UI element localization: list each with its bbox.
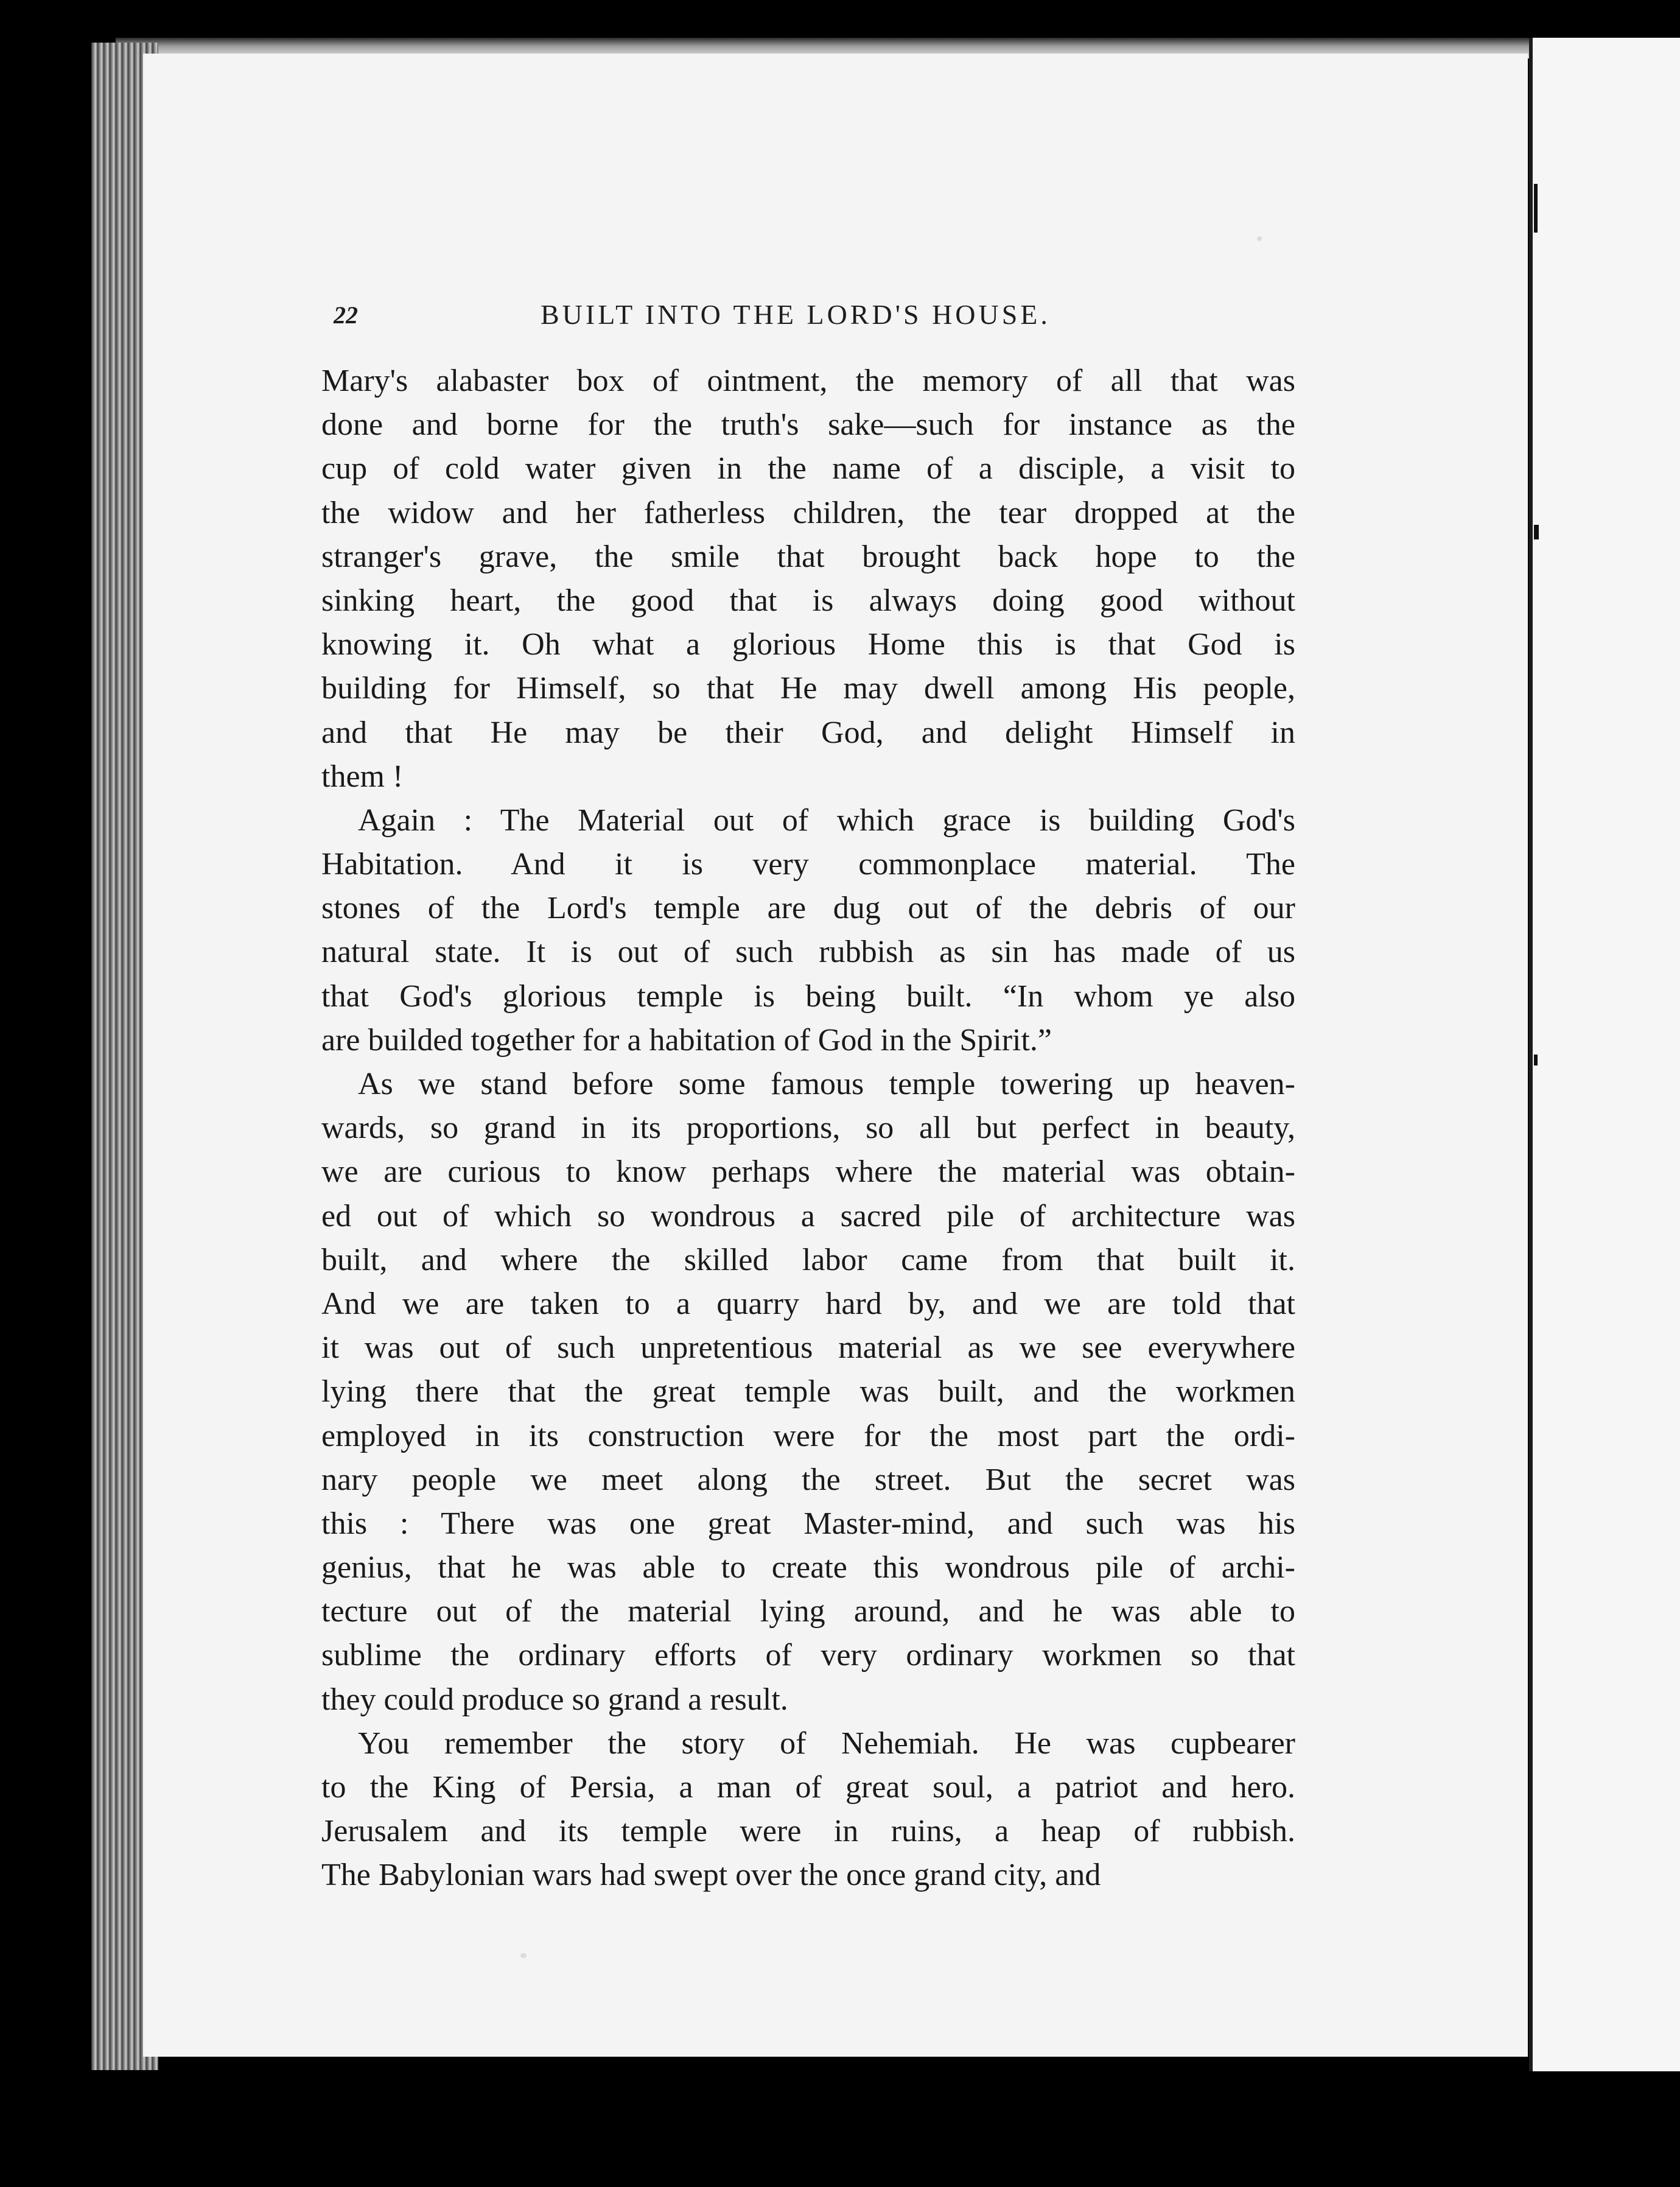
paper-speck — [1257, 236, 1262, 241]
text-line: built, and where the skilled labor came from that built it. — [321, 1242, 1295, 1277]
text-line: they could produce so grand a result. — [321, 1682, 788, 1717]
text-line: building for Himself, so that He may dwell among His people, — [321, 671, 1295, 706]
text-line: tecture out of the material lying around, and he was able to — [321, 1594, 1295, 1629]
text-line: genius, that he was able to create this wondrous pile of archi- — [321, 1550, 1295, 1585]
page-number: 22 — [334, 301, 358, 329]
paragraph — [321, 1722, 1295, 1898]
body-text — [321, 359, 1295, 1898]
text-line: As we stand before some famous temple towering up heaven- — [358, 1067, 1295, 1101]
text-line: Habitation. And it is very commonplace material. The — [321, 847, 1295, 882]
text-line: cup of cold water given in the name of a disciple, a visit to — [321, 451, 1295, 486]
facing-page-mark — [1534, 525, 1539, 539]
text-line: nary people we meet along the street. But the secret was — [321, 1462, 1295, 1497]
text-line: The Babylonian wars had swept over the once grand city, and — [321, 1858, 1101, 1893]
text-line: Jerusalem and its temple were in ruins, a heap of rubbish. — [321, 1814, 1295, 1849]
text-line: we are curious to know perhaps where the material was obtain- — [321, 1154, 1295, 1190]
text-line: that God's glorious temple is being built. “In whom ye also — [321, 978, 1295, 1014]
text-line: stranger's grave, the smile that brought back hope to the — [321, 539, 1295, 574]
text-line: lying there that the great temple was built, and the workmen — [321, 1374, 1295, 1409]
facing-page-mark — [1534, 184, 1538, 233]
running-header — [334, 298, 1283, 341]
text-line: Again : The Material out of which grace is building God's — [358, 802, 1295, 838]
text-line: ed out of which so wondrous a sacred pile of architecture was — [321, 1198, 1295, 1234]
text-line: knowing it. Oh what a glorious Home this is that God is — [321, 627, 1295, 662]
text-line: employed in its construction were for the most part the ordi- — [321, 1418, 1295, 1453]
text-line: natural state. It is out of such rubbish as sin has made of us — [321, 935, 1295, 970]
paper-speck — [520, 1953, 527, 1958]
text-line: and that He may be their God, and delight Himself in — [321, 715, 1295, 750]
text-line: Mary's alabaster box of ointment, the memory of all that was — [321, 363, 1295, 398]
text-line: You remember the story of Nehemiah. He was cupbearer — [358, 1725, 1295, 1761]
text-line: And we are taken to a quarry hard by, and we are told that — [321, 1286, 1295, 1321]
text-line: done and borne for the truth's sake—such for instance as the — [321, 407, 1295, 443]
text-line: them ! — [321, 759, 404, 794]
text-line: this : There was one great Master-mind, and such was his — [321, 1506, 1295, 1541]
text-line: sinking heart, the good that is always doing good without — [321, 583, 1295, 618]
paragraph — [321, 799, 1295, 1062]
text-line: wards, so grand in its proportions, so all but perfect in beauty, — [321, 1111, 1295, 1146]
text-line: sublime the ordinary efforts of very ordinary workmen so that — [321, 1638, 1295, 1673]
paragraph — [321, 1062, 1295, 1722]
text-line: it was out of such unpretentious material as we see everywhere — [321, 1330, 1295, 1366]
text-line: to the King of Persia, a man of great soul, a patriot and hero. — [321, 1770, 1295, 1805]
facing-page — [1529, 38, 1680, 2071]
text-line: stones of the Lord's temple are dug out of the debris of our — [321, 891, 1295, 926]
text-line: are builded together for a habitation of God in the Spirit.” — [321, 1022, 1052, 1058]
running-head-title: BUILT INTO THE LORD'S HOUSE. — [541, 299, 1051, 330]
text-line: the widow and her fatherless children, the tear dropped at the — [321, 495, 1295, 530]
paragraph — [321, 359, 1295, 799]
facing-page-mark — [1534, 1055, 1538, 1065]
